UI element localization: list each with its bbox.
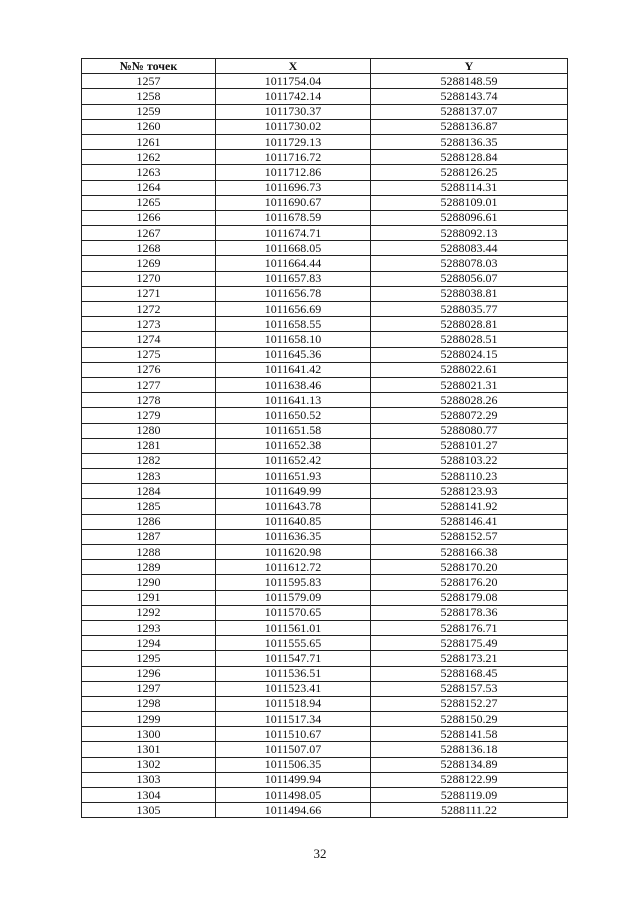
cell-point-number: 1261 — [82, 134, 216, 149]
table-row — [82, 377, 568, 392]
cell-y: 5288092.13 — [371, 226, 568, 241]
cell-x: 1011664.44 — [216, 256, 371, 271]
cell-point-number: 1275 — [82, 347, 216, 362]
cell-x: 1011494.66 — [216, 803, 371, 818]
cell-point-number: 1285 — [82, 499, 216, 514]
cell-point-number: 1299 — [82, 712, 216, 727]
table-row — [82, 286, 568, 301]
cell-x: 1011517.34 — [216, 712, 371, 727]
table-row — [82, 408, 568, 423]
table-row — [82, 484, 568, 499]
table-row — [82, 362, 568, 377]
cell-x: 1011595.83 — [216, 575, 371, 590]
table-row — [82, 165, 568, 180]
table-row — [82, 256, 568, 271]
cell-y: 5288123.93 — [371, 484, 568, 499]
cell-x: 1011555.65 — [216, 636, 371, 651]
cell-point-number: 1266 — [82, 210, 216, 225]
table-row — [82, 605, 568, 620]
cell-x: 1011579.09 — [216, 590, 371, 605]
cell-point-number: 1296 — [82, 666, 216, 681]
table-row — [82, 499, 568, 514]
cell-x: 1011641.13 — [216, 393, 371, 408]
cell-x: 1011742.14 — [216, 89, 371, 104]
cell-y: 5288083.44 — [371, 241, 568, 256]
table-row — [82, 438, 568, 453]
cell-y: 5288111.22 — [371, 803, 568, 818]
table-row — [82, 727, 568, 742]
cell-y: 5288028.26 — [371, 393, 568, 408]
cell-y: 5288136.18 — [371, 742, 568, 757]
cell-y: 5288175.49 — [371, 636, 568, 651]
cell-point-number: 1291 — [82, 590, 216, 605]
cell-x: 1011523.41 — [216, 681, 371, 696]
table-row — [82, 134, 568, 149]
header-row — [82, 59, 568, 74]
cell-y: 5288176.20 — [371, 575, 568, 590]
cell-y: 5288035.77 — [371, 302, 568, 317]
cell-point-number: 1277 — [82, 377, 216, 392]
table-row — [82, 712, 568, 727]
cell-x: 1011658.55 — [216, 317, 371, 332]
cell-point-number: 1286 — [82, 514, 216, 529]
cell-y: 5288078.03 — [371, 256, 568, 271]
cell-y: 5288119.09 — [371, 788, 568, 803]
table-row — [82, 393, 568, 408]
cell-y: 5288101.27 — [371, 438, 568, 453]
cell-point-number: 1264 — [82, 180, 216, 195]
cell-point-number: 1294 — [82, 636, 216, 651]
cell-x: 1011510.67 — [216, 727, 371, 742]
cell-y: 5288103.22 — [371, 453, 568, 468]
cell-point-number: 1297 — [82, 681, 216, 696]
cell-point-number: 1272 — [82, 302, 216, 317]
table-row — [82, 347, 568, 362]
page-number: 32 — [313, 846, 327, 861]
cell-point-number: 1302 — [82, 757, 216, 772]
table-row — [82, 757, 568, 772]
cell-point-number: 1283 — [82, 469, 216, 484]
cell-point-number: 1281 — [82, 438, 216, 453]
table-row — [82, 302, 568, 317]
table-row — [82, 742, 568, 757]
cell-point-number: 1304 — [82, 788, 216, 803]
cell-x: 1011506.35 — [216, 757, 371, 772]
table-row — [82, 180, 568, 195]
table-row — [82, 469, 568, 484]
cell-y: 5288128.84 — [371, 150, 568, 165]
coordinates-table — [81, 58, 568, 818]
cell-y: 5288141.58 — [371, 727, 568, 742]
table-row — [82, 620, 568, 635]
cell-x: 1011643.78 — [216, 499, 371, 514]
table-row — [82, 332, 568, 347]
table-row — [82, 651, 568, 666]
cell-point-number: 1267 — [82, 226, 216, 241]
cell-point-number: 1260 — [82, 119, 216, 134]
table-row — [82, 210, 568, 225]
cell-y: 5288024.15 — [371, 347, 568, 362]
cell-point-number: 1276 — [82, 362, 216, 377]
cell-x: 1011507.07 — [216, 742, 371, 757]
cell-x: 1011652.42 — [216, 453, 371, 468]
cell-y: 5288137.07 — [371, 104, 568, 119]
cell-point-number: 1303 — [82, 772, 216, 787]
cell-y: 5288157.53 — [371, 681, 568, 696]
cell-x: 1011638.46 — [216, 377, 371, 392]
cell-x: 1011716.72 — [216, 150, 371, 165]
cell-point-number: 1278 — [82, 393, 216, 408]
table-row — [82, 317, 568, 332]
cell-point-number: 1263 — [82, 165, 216, 180]
table-row — [82, 195, 568, 210]
cell-x: 1011570.65 — [216, 605, 371, 620]
cell-point-number: 1274 — [82, 332, 216, 347]
cell-y: 5288152.27 — [371, 696, 568, 711]
table-row — [82, 423, 568, 438]
cell-y: 5288170.20 — [371, 560, 568, 575]
table-row — [82, 803, 568, 818]
cell-y: 5288056.07 — [371, 271, 568, 286]
cell-x: 1011620.98 — [216, 545, 371, 560]
cell-x: 1011651.93 — [216, 469, 371, 484]
cell-y: 5288109.01 — [371, 195, 568, 210]
table-row — [82, 545, 568, 560]
table-row — [82, 681, 568, 696]
cell-y: 5288126.25 — [371, 165, 568, 180]
cell-y: 5288179.08 — [371, 590, 568, 605]
cell-y: 5288136.87 — [371, 119, 568, 134]
cell-x: 1011518.94 — [216, 696, 371, 711]
cell-y: 5288143.74 — [371, 89, 568, 104]
cell-x: 1011712.86 — [216, 165, 371, 180]
cell-point-number: 1300 — [82, 727, 216, 742]
table-row — [82, 636, 568, 651]
table-row — [82, 696, 568, 711]
cell-point-number: 1288 — [82, 545, 216, 560]
cell-y: 5288178.36 — [371, 605, 568, 620]
cell-x: 1011650.52 — [216, 408, 371, 423]
table-row — [82, 89, 568, 104]
cell-y: 5288150.29 — [371, 712, 568, 727]
cell-x: 1011547.71 — [216, 651, 371, 666]
cell-point-number: 1282 — [82, 453, 216, 468]
cell-x: 1011499.94 — [216, 772, 371, 787]
cell-x: 1011612.72 — [216, 560, 371, 575]
cell-y: 5288114.31 — [371, 180, 568, 195]
cell-y: 5288168.45 — [371, 666, 568, 681]
cell-y: 5288173.21 — [371, 651, 568, 666]
cell-x: 1011658.10 — [216, 332, 371, 347]
table-row — [82, 74, 568, 89]
cell-x: 1011729.13 — [216, 134, 371, 149]
table-row — [82, 772, 568, 787]
cell-point-number: 1273 — [82, 317, 216, 332]
header-y: Y — [371, 59, 568, 74]
cell-point-number: 1284 — [82, 484, 216, 499]
cell-point-number: 1259 — [82, 104, 216, 119]
cell-x: 1011674.71 — [216, 226, 371, 241]
cell-point-number: 1280 — [82, 423, 216, 438]
cell-point-number: 1270 — [82, 271, 216, 286]
table-row — [82, 150, 568, 165]
cell-point-number: 1271 — [82, 286, 216, 301]
cell-y: 5288148.59 — [371, 74, 568, 89]
cell-x: 1011652.38 — [216, 438, 371, 453]
cell-x: 1011696.73 — [216, 180, 371, 195]
table-header — [82, 59, 568, 74]
cell-y: 5288134.89 — [371, 757, 568, 772]
header-x: X — [216, 59, 371, 74]
cell-point-number: 1257 — [82, 74, 216, 89]
cell-y: 5288080.77 — [371, 423, 568, 438]
cell-point-number: 1295 — [82, 651, 216, 666]
table-row — [82, 529, 568, 544]
cell-x: 1011640.85 — [216, 514, 371, 529]
table-row — [82, 788, 568, 803]
table-row — [82, 514, 568, 529]
cell-y: 5288021.31 — [371, 377, 568, 392]
table-row — [82, 560, 568, 575]
cell-point-number: 1287 — [82, 529, 216, 544]
cell-point-number: 1269 — [82, 256, 216, 271]
table-row — [82, 453, 568, 468]
cell-y: 5288022.61 — [371, 362, 568, 377]
cell-x: 1011498.05 — [216, 788, 371, 803]
cell-x: 1011651.58 — [216, 423, 371, 438]
cell-x: 1011536.51 — [216, 666, 371, 681]
cell-point-number: 1268 — [82, 241, 216, 256]
cell-point-number: 1265 — [82, 195, 216, 210]
header-point-number: №№ точек — [82, 59, 216, 74]
cell-point-number: 1298 — [82, 696, 216, 711]
table-row — [82, 119, 568, 134]
cell-y: 5288152.57 — [371, 529, 568, 544]
cell-y: 5288072.29 — [371, 408, 568, 423]
cell-y: 5288110.23 — [371, 469, 568, 484]
cell-point-number: 1305 — [82, 803, 216, 818]
cell-x: 1011656.69 — [216, 302, 371, 317]
cell-x: 1011636.35 — [216, 529, 371, 544]
cell-x: 1011754.04 — [216, 74, 371, 89]
cell-y: 5288146.41 — [371, 514, 568, 529]
cell-y: 5288096.61 — [371, 210, 568, 225]
cell-point-number: 1289 — [82, 560, 216, 575]
table-row — [82, 241, 568, 256]
cell-point-number: 1292 — [82, 605, 216, 620]
cell-y: 5288028.51 — [371, 332, 568, 347]
cell-y: 5288136.35 — [371, 134, 568, 149]
cell-x: 1011561.01 — [216, 620, 371, 635]
cell-y: 5288166.38 — [371, 545, 568, 560]
cell-y: 5288122.99 — [371, 772, 568, 787]
cell-y: 5288176.71 — [371, 620, 568, 635]
table-row — [82, 271, 568, 286]
cell-x: 1011649.99 — [216, 484, 371, 499]
table-row — [82, 666, 568, 681]
cell-y: 5288038.81 — [371, 286, 568, 301]
cell-y: 5288028.81 — [371, 317, 568, 332]
cell-point-number: 1293 — [82, 620, 216, 635]
cell-x: 1011641.42 — [216, 362, 371, 377]
table-body — [82, 74, 568, 818]
cell-point-number: 1262 — [82, 150, 216, 165]
cell-point-number: 1290 — [82, 575, 216, 590]
cell-point-number: 1301 — [82, 742, 216, 757]
cell-point-number: 1279 — [82, 408, 216, 423]
cell-point-number: 1258 — [82, 89, 216, 104]
table-row — [82, 590, 568, 605]
cell-x: 1011668.05 — [216, 241, 371, 256]
cell-x: 1011730.02 — [216, 119, 371, 134]
table-row — [82, 575, 568, 590]
cell-y: 5288141.92 — [371, 499, 568, 514]
cell-x: 1011678.59 — [216, 210, 371, 225]
table-row — [82, 104, 568, 119]
table-row — [82, 226, 568, 241]
cell-x: 1011645.36 — [216, 347, 371, 362]
cell-x: 1011730.37 — [216, 104, 371, 119]
cell-x: 1011657.83 — [216, 271, 371, 286]
cell-x: 1011690.67 — [216, 195, 371, 210]
cell-x: 1011656.78 — [216, 286, 371, 301]
